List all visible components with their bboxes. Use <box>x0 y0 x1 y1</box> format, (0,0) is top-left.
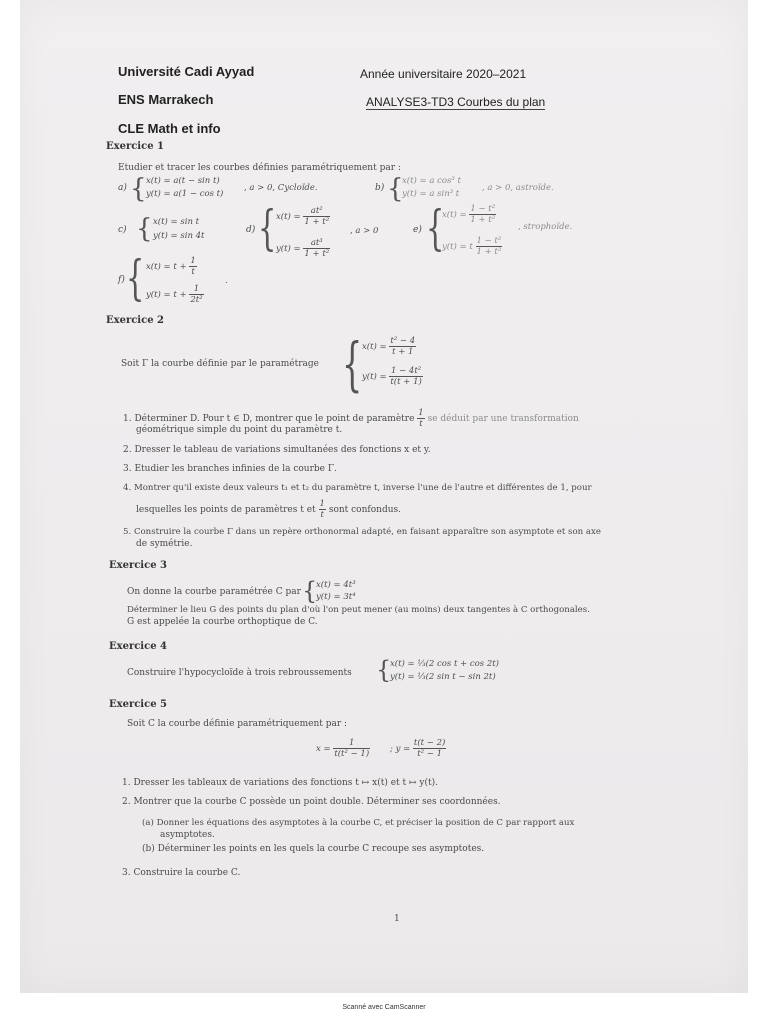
ex2-item-5-line2: de symétrie. <box>136 539 193 549</box>
ex5-y: ; y = $\frac{t(t - 2)}{\text{t² − 1}}$ <box>390 738 446 759</box>
page-number: 1 <box>394 914 400 924</box>
ex2-y: y(t) = $\frac{\text{1 − 4t²}}{t(t + 1)}$ <box>362 366 422 387</box>
ex1-b-brace: { <box>387 174 404 204</box>
ex2-item-2: 2. Dresser le tableau de variations simultanées des fonctions x et y. <box>123 445 431 455</box>
ex1-a-x: x(t) = a(t − sin t) <box>146 176 220 186</box>
academic-year: Année universitaire 2020–2021 <box>360 67 527 81</box>
exercise-4-title: Exercice 4 <box>109 641 167 652</box>
exercise-5-title: Exercice 5 <box>109 699 167 710</box>
exercise-5-intro: Soit C la courbe définie paramétriquement par : <box>127 719 348 729</box>
ex5-item-2: 2. Montrer que la courbe C possède un point double. Déterminer ses coordonnées. <box>122 797 501 807</box>
ex1-b-x: x(t) = a cos³ t <box>402 176 461 186</box>
ex1-e-y: y(t) = t $\frac{\text{1 − t²}}{\text{1 + t²}}$ <box>442 236 502 257</box>
ex1-d-cond: , a > 0 <box>350 226 379 236</box>
ex4-y: y(t) = ⅓(2 sin t − sin 2t) <box>390 672 496 682</box>
ex1-f-x: x(t) = t + $\frac{1}{t}$ <box>146 256 196 277</box>
school-name: ENS Marrakech <box>118 92 214 107</box>
ex1-d-y: y(t) = $\frac{\text{at³}}{\text{1 + t²}}$ <box>276 238 330 259</box>
ex1-e-x: x(t) = $\frac{\text{1 − t²}}{\text{1 + t²}}$ <box>442 204 496 225</box>
ex3-brace: { <box>302 577 318 605</box>
ex3-y: y(t) = 3t⁴ <box>316 592 356 602</box>
exercise-3-intro: On donne la courbe paramétrée C par <box>127 587 301 597</box>
university-name: Université Cadi Ayyad <box>118 64 255 79</box>
ex1-f-label: f) <box>118 275 125 285</box>
program-name: CLE Math et info <box>118 121 221 136</box>
scanned-sheet <box>20 0 748 993</box>
ex1-a-y: y(t) = a(1 − cos t) <box>146 189 224 199</box>
ex2-item-3: 3. Etudier les branches infinies de la courbe Γ. <box>123 464 337 474</box>
ex1-b-label: b) <box>375 183 385 193</box>
exercise-3-line3: G est appelée la courbe orthoptique de C. <box>127 617 318 627</box>
ex1-d-label: d) <box>246 225 256 235</box>
course-title: ANALYSE3-TD3 Courbes du plan <box>366 95 546 109</box>
exercise-3-title: Exercice 3 <box>109 560 167 571</box>
ex5-item-2a-line2: asymptotes. <box>160 830 215 840</box>
ex4-x: x(t) = ⅓(2 cos t + cos 2t) <box>390 659 499 669</box>
ex1-d-x: x(t) = $\frac{\text{at²}}{\text{1 + t²}}$ <box>276 206 330 227</box>
ex1-e-brace: { <box>426 200 445 256</box>
ex4-brace: { <box>376 656 392 684</box>
ex2-item-4: 4. Montrer qu'il existe deux valeurs t₁ et t₂ du paramètre t, inverse l'une de l'autre et différentes de 1, pour <box>123 483 592 493</box>
ex1-c-x: x(t) = sin t <box>153 217 200 227</box>
ex2-item-1: 1. Déterminer D. Pour t ∈ D, montrer que le point de paramètre $\frac{1}{t}$ se déduit par une transformation <box>123 408 579 429</box>
exercise-1-title: Exercice 1 <box>106 141 164 152</box>
ex1-f-y: y(t) = t + $\frac{1}{\text{2t²}}$ <box>146 284 203 305</box>
ex1-d-brace: { <box>258 200 277 256</box>
exercise-4-intro: Construire l'hypocycloïde à trois rebroussements <box>127 668 352 678</box>
ex1-b-y: y(t) = a sin³ t <box>402 189 460 199</box>
exercise-3-line2: Déterminer le lieu G des points du plan d'où l'on peut mener (au moins) deux tangentes à C orthogonales. <box>127 605 590 615</box>
ex2-x: x(t) = $\frac{\text{t² − 4}}{t + 1}$ <box>362 336 416 357</box>
ex1-a-label: a) <box>118 183 127 193</box>
ex1-e-cond: , strophoïde. <box>518 222 573 232</box>
ex3-x: x(t) = 4t³ <box>316 580 356 590</box>
ex1-f-brace: { <box>126 250 145 306</box>
exercise-1-intro: Etudier et tracer les courbes définies paramétriquement par : <box>118 163 401 173</box>
scanner-footer: Scanné avec CamScanner <box>342 1004 426 1011</box>
ex1-c-label: c) <box>118 225 127 235</box>
ex2-item-5: 5. Construire la courbe Γ dans un repère orthonormal adapté, en faisant apparaître son asymptote et son axe <box>123 527 601 537</box>
ex1-a-cond: , a > 0, Cycloïde. <box>244 183 318 193</box>
ex1-f-end: . <box>225 276 228 286</box>
ex5-item-2b: (b) Déterminer les points en les quels la courbe C recoupe ses asymptotes. <box>142 844 485 854</box>
ex2-item-1-line2: géométrique simple du point du paramètre t. <box>136 425 343 435</box>
exercise-2-intro: Soit Γ la courbe définie par le paramétrage <box>121 359 319 369</box>
ex1-c-brace: { <box>136 214 153 244</box>
ex5-item-3: 3. Construire la courbe C. <box>122 868 241 878</box>
ex5-item-1: 1. Dresser les tableaux de variations des fonctions t ↦ x(t) et t ↦ y(t). <box>122 778 438 788</box>
ex1-e-label: e) <box>413 225 422 235</box>
exercise-2-title: Exercice 2 <box>106 315 164 326</box>
ex5-x: x = $\frac{1}{\text{t(t² − 1)}}$ <box>316 738 370 759</box>
ex2-item-4-line2: lesquelles les points de paramètres t et $\frac{1}{t}$ sont confondus. <box>136 499 401 520</box>
ex5-item-2a: (a) Donner les équations des asymptotes à la courbe C, et préciser la position de C par rapport aux <box>142 818 575 828</box>
ex2-brace: { <box>342 330 363 398</box>
ex1-a-brace: { <box>130 174 147 204</box>
ex1-b-cond: , a > 0, astroïde. <box>482 183 554 193</box>
ex1-c-y: y(t) = sin 4t <box>153 231 205 241</box>
